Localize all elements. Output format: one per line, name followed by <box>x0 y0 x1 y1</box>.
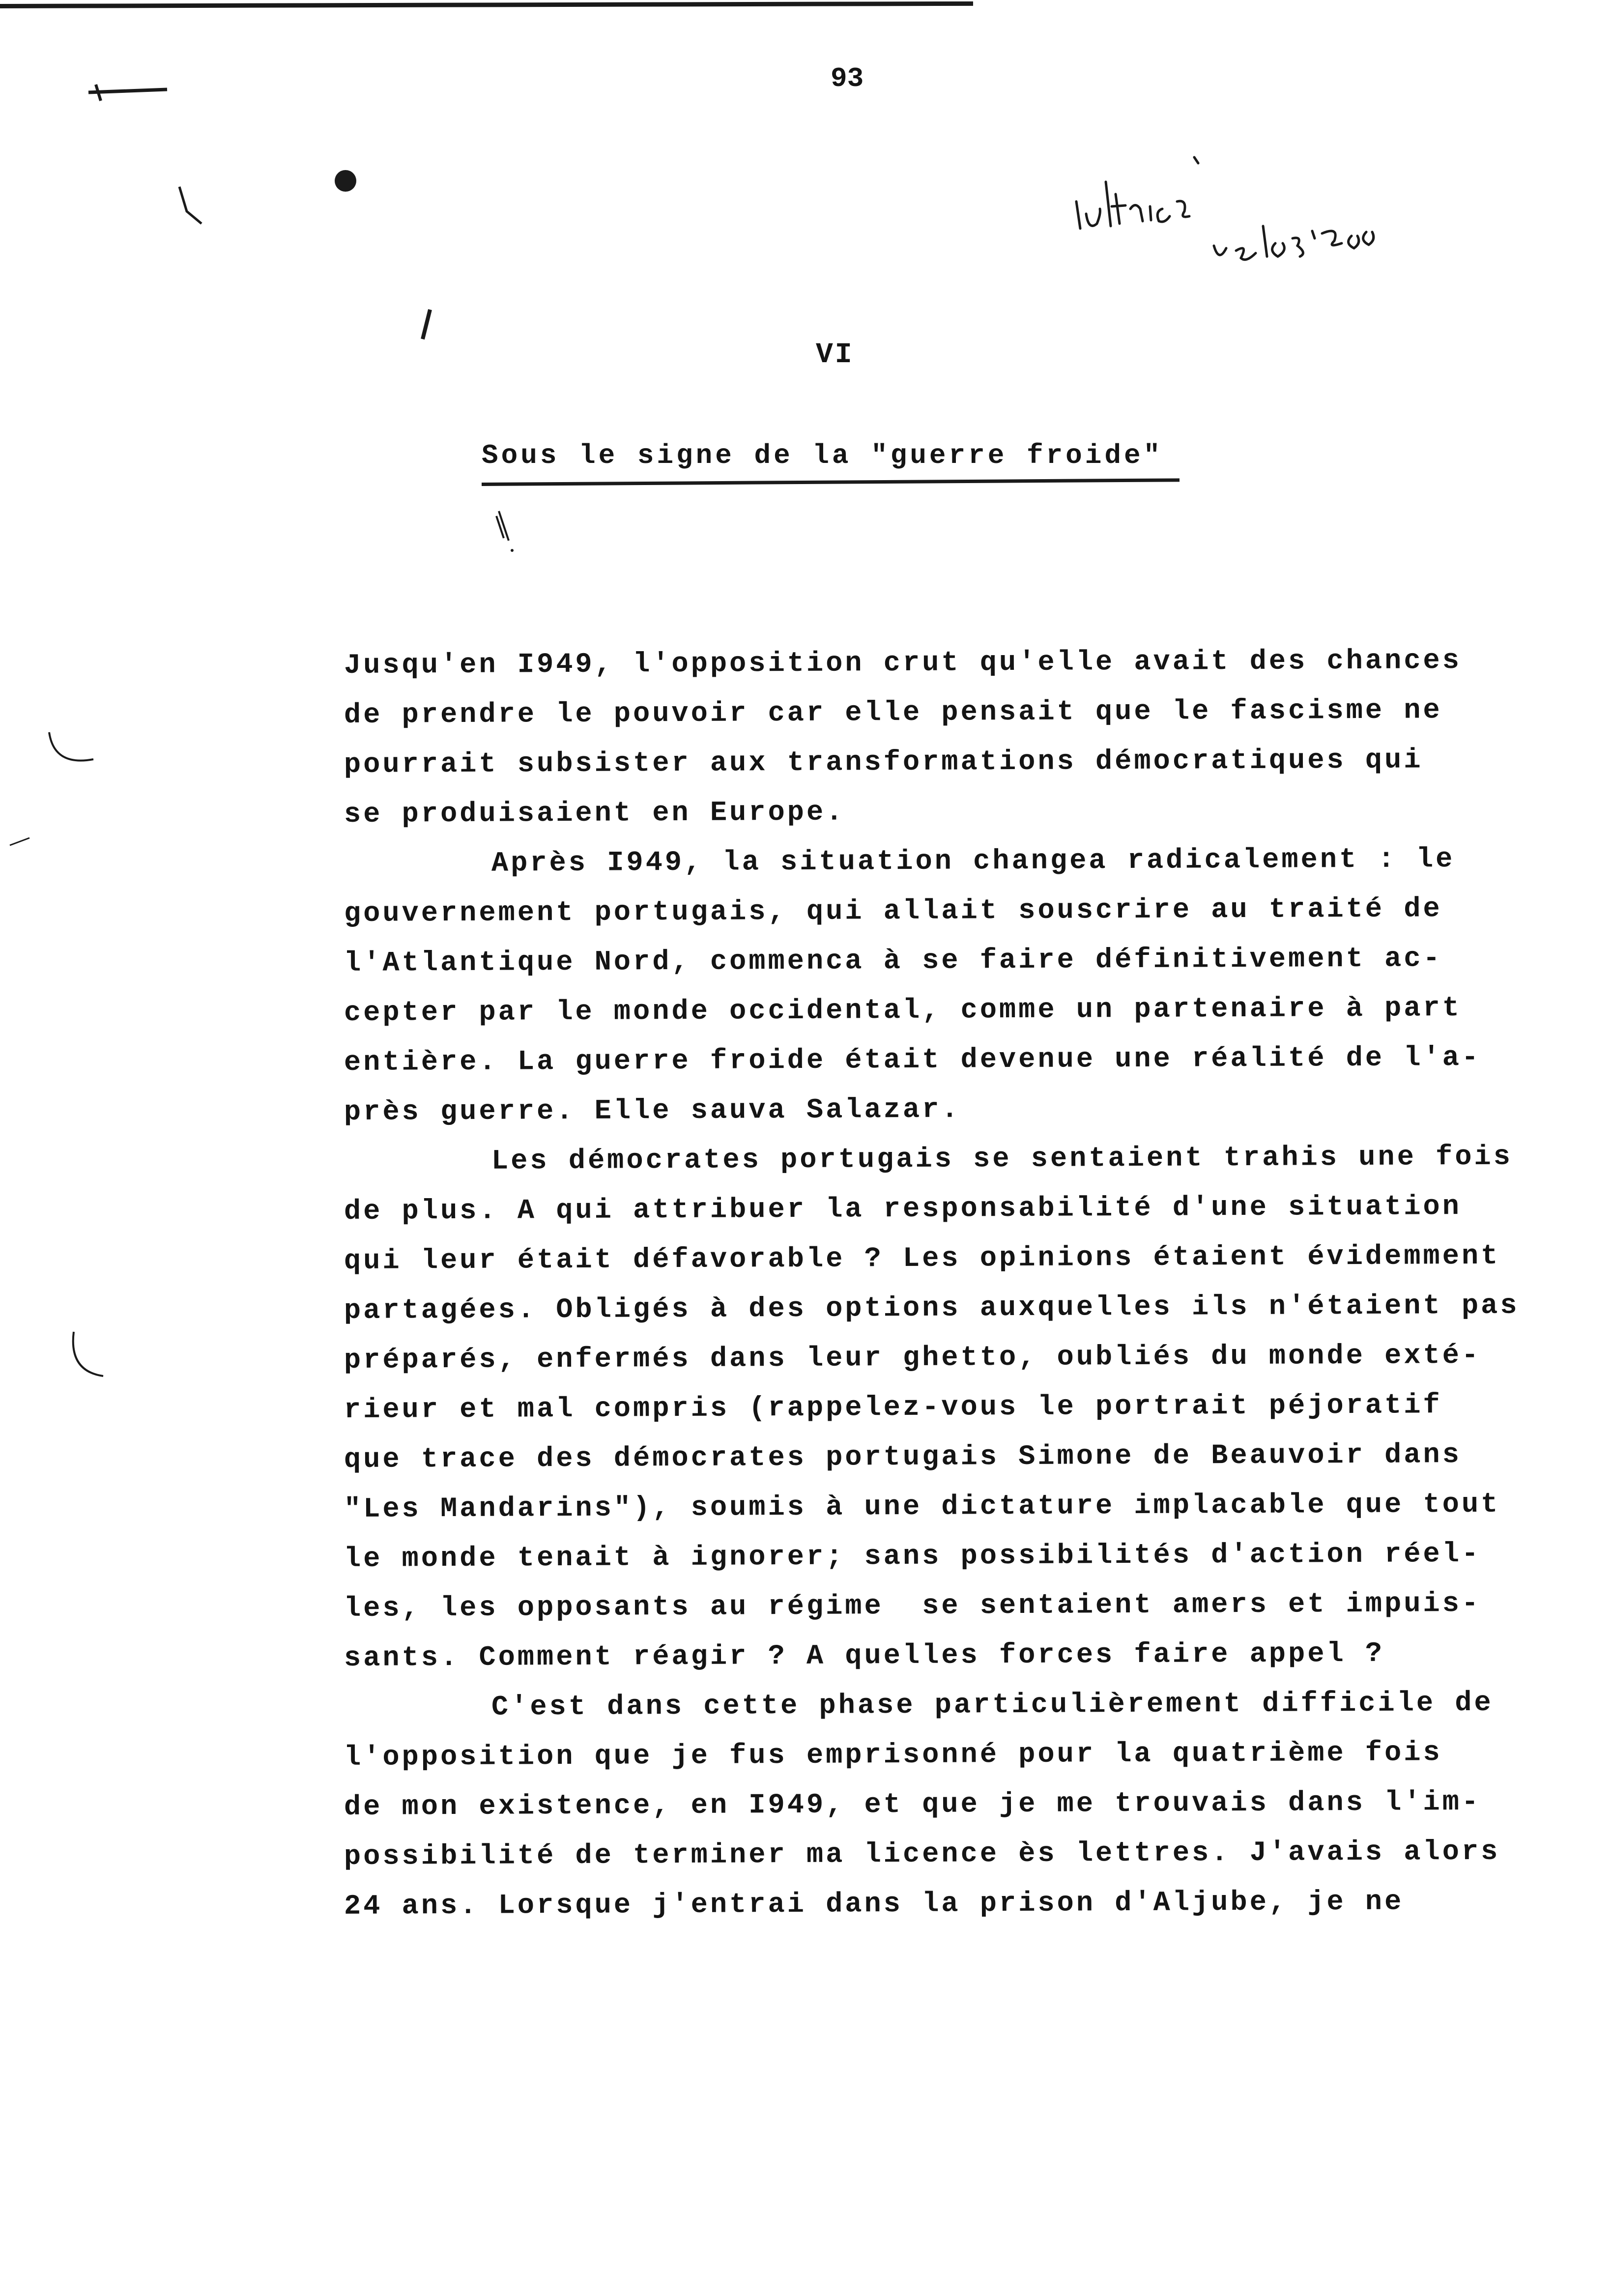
title-underline <box>482 478 1180 486</box>
body-line: Jusqu'en I949, l'opposition crut qu'elle avait des chances <box>344 645 1462 682</box>
body-line: de mon existence, en I949, et que je me trouvais dans l'im- <box>344 1786 1481 1823</box>
chapter-title: Sous le signe de la "guerre froide" <box>482 440 1163 471</box>
body-line: de plus. A qui attribuer la responsabilité d'une situation <box>344 1191 1462 1228</box>
body-line: qui leur était défavorable ? Les opinions étaient évidemment <box>344 1240 1500 1277</box>
page-number: 93 <box>831 63 864 94</box>
body-line: possibilité de terminer ma licence ès lettres. J'avais alors <box>344 1836 1500 1873</box>
body-line: entière. La guerre froide était devenue une réalité de l'a- <box>344 1042 1481 1079</box>
body-text <box>344 641 1573 1932</box>
body-line: Les démocrates portugais se sentaient trahis une fois <box>491 1141 1513 1177</box>
body-line: le monde tenait à ignorer; sans possibilités d'action réel- <box>344 1538 1481 1575</box>
handwritten-annotation <box>1066 128 1420 275</box>
body-line: que trace des démocrates portugais Simone de Beauvoir dans <box>344 1439 1462 1476</box>
body-line: l'opposition que je fus emprisonné pour la quatrième fois <box>344 1737 1442 1774</box>
body-line: de prendre le pouvoir car elle pensait que le fascisme ne <box>344 695 1442 731</box>
body-line: C'est dans cette phase particulièrement difficile de <box>491 1687 1494 1723</box>
body-line: sants. Comment réagir ? A quelles forces faire appel ? <box>344 1638 1385 1674</box>
body-line: gouvernement portugais, qui allait souscrire au traité de <box>344 893 1442 930</box>
body-line: près guerre. Elle sauva Salazar. <box>344 1094 961 1128</box>
body-line: partagées. Obligés à des options auxquelles ils n'étaient pas <box>344 1290 1520 1327</box>
body-line: préparés, enfermés dans leur ghetto, oubliés du monde exté- <box>344 1340 1481 1377</box>
chapter-number: VI <box>816 339 854 371</box>
body-line: "Les Mandarins"), soumis à une dictature implacable que tout <box>344 1489 1500 1525</box>
body-line: pourrait subsister aux transformations démocratiques qui <box>344 745 1423 781</box>
body-line: 24 ans. Lorsque j'entrai dans la prison d'Aljube, je ne <box>344 1886 1404 1923</box>
body-line: rieur et mal compris (rappelez-vous le portrait péjoratif <box>344 1390 1442 1426</box>
title-mark <box>491 511 521 555</box>
body-line: cepter par le monde occidental, comme un partenaire à part <box>344 993 1462 1029</box>
body-line: Après I949, la situation changea radicalement : le <box>491 844 1455 880</box>
body-line: se produisaient en Europe. <box>344 797 845 831</box>
body-line: les, les opposants au régime se sentaient amers et impuis- <box>344 1588 1481 1625</box>
margin-mark-lower <box>64 1327 113 1386</box>
body-line: l'Atlantique Nord, commenca à se faire définitivement ac- <box>344 943 1442 979</box>
